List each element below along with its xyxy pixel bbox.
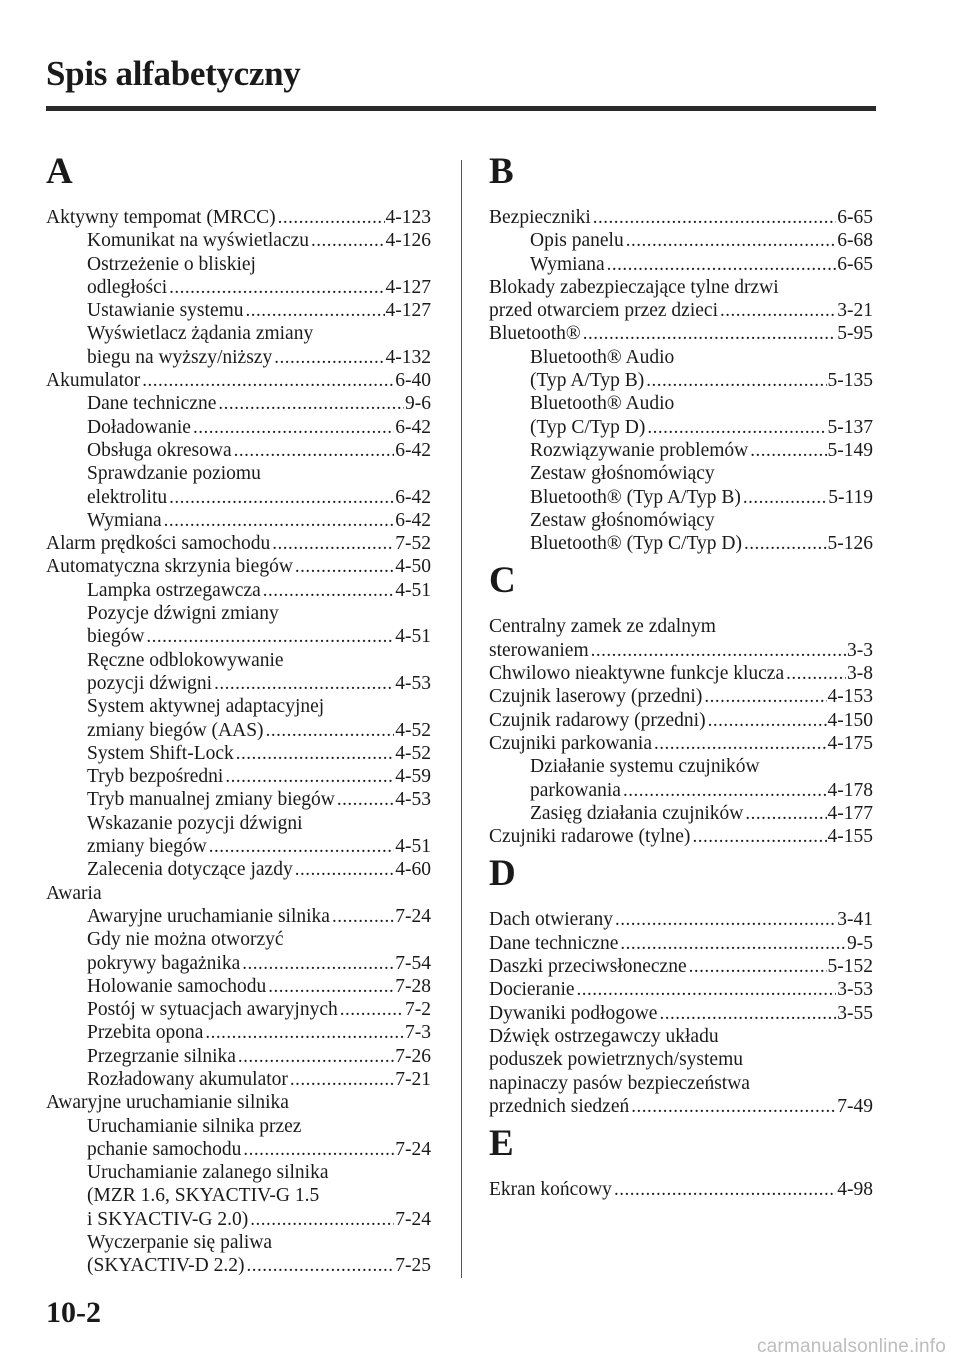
dot-leader <box>704 685 826 708</box>
entry-text: Zestaw głośnomówiący <box>530 463 715 485</box>
index-subentry <box>46 1068 431 1091</box>
index-subentry <box>46 858 431 881</box>
entry-text: Uruchamianie silnika przez <box>87 1115 302 1137</box>
dot-leader <box>250 1208 394 1231</box>
index-subentry <box>46 649 431 672</box>
entry-page: 4-51 <box>395 579 431 601</box>
index-subentry <box>46 625 431 648</box>
dot-leader <box>242 952 394 975</box>
index-subentry <box>489 486 873 509</box>
index-subentry <box>46 253 431 276</box>
index-subentry <box>46 1184 431 1207</box>
dot-leader <box>745 802 826 825</box>
dot-leader <box>236 742 394 765</box>
index-subentry <box>46 486 431 509</box>
entry-page: 4-127 <box>385 276 431 298</box>
entry-page: 7-49 <box>837 1095 873 1117</box>
dot-leader <box>238 1045 394 1068</box>
entry-page: 7-24 <box>395 1138 431 1160</box>
entry-text: Akumulator <box>46 370 141 392</box>
entry-text: Pozycje dźwigni zmiany <box>87 603 279 625</box>
entry-text: Komunikat na wyświetlaczu <box>87 230 310 252</box>
index-entry <box>489 1095 873 1118</box>
entry-page: 3-8 <box>847 663 873 685</box>
index-entry <box>489 978 873 1001</box>
index-subentry <box>489 802 873 825</box>
entry-text: Bluetooth® Audio <box>530 346 675 368</box>
dot-leader <box>708 709 827 732</box>
index-entry <box>489 206 873 229</box>
index-entry <box>489 299 873 322</box>
entry-page: 6-42 <box>395 486 431 508</box>
entry-page: 5-149 <box>827 439 873 461</box>
dot-leader <box>246 1254 394 1277</box>
entry-text: Bezpieczniki <box>489 207 591 228</box>
entry-page: 5-119 <box>828 486 873 508</box>
dot-leader <box>744 532 827 555</box>
entry-page: 3-53 <box>837 979 873 1001</box>
index-subentry <box>46 1138 431 1161</box>
dot-leader <box>615 908 836 931</box>
dot-leader <box>290 1068 394 1091</box>
entry-text: Chwilowo nieaktywne funkcje klucza <box>489 663 785 685</box>
index-entry <box>46 206 431 229</box>
dot-leader <box>263 579 394 602</box>
section-letter: B <box>489 151 514 192</box>
entry-page: 4-51 <box>395 836 431 858</box>
dot-leader <box>659 1002 836 1025</box>
entry-text: Ekran końcowy <box>489 1179 612 1201</box>
entry-page: 4-127 <box>385 300 431 322</box>
dot-leader <box>295 555 394 578</box>
entry-page: 4-126 <box>385 230 431 252</box>
entry-text: Czujnik laserowy (przedni) <box>489 686 703 708</box>
entry-text: biegów <box>87 626 145 648</box>
index-subentry <box>489 392 873 415</box>
index-entry <box>46 555 431 578</box>
index-subentry <box>46 788 431 811</box>
entry-page: 4-177 <box>827 802 873 824</box>
dot-leader <box>272 532 394 555</box>
entry-page: 7-28 <box>395 975 431 997</box>
index-entry <box>489 732 873 755</box>
index-subentry <box>46 812 431 835</box>
entry-text: Daszki przeciwsłoneczne <box>489 956 687 978</box>
entry-text: Rozładowany akumulator <box>87 1068 288 1090</box>
index-subentry <box>46 1021 431 1044</box>
entry-text: Wyświetlacz żądania zmiany <box>87 323 314 345</box>
entry-text: odległości <box>87 276 168 298</box>
entry-text: Czujniki parkowania <box>489 732 652 754</box>
entry-page: 6-65 <box>837 253 873 275</box>
entry-text: pchanie samochodu <box>87 1138 242 1160</box>
entry-text: Tryb bezpośredni <box>87 766 224 788</box>
entry-page: 6-68 <box>837 230 873 252</box>
entry-page: 4-175 <box>827 732 873 754</box>
dot-leader <box>142 369 394 392</box>
dot-leader <box>620 932 846 955</box>
index-subentry <box>46 1115 431 1138</box>
dot-leader <box>268 975 394 998</box>
dot-leader <box>246 299 385 322</box>
entry-page: 4-60 <box>395 859 431 881</box>
index-entry <box>46 532 431 555</box>
dot-leader <box>225 765 394 788</box>
entry-text: Postój w sytuacjach awaryjnych <box>87 999 338 1021</box>
entry-text: System aktywnej adaptacyjnej <box>87 696 325 718</box>
index-subentry <box>46 509 431 532</box>
index-entry <box>489 685 873 708</box>
index-entry <box>489 825 873 848</box>
entry-text: pozycji dźwigni <box>87 672 213 694</box>
dot-leader <box>164 509 395 532</box>
entry-page: 7-26 <box>395 1045 431 1067</box>
index-entry <box>489 955 873 978</box>
index-subentry <box>46 695 431 718</box>
index-subentry <box>46 299 431 322</box>
header-rule <box>46 106 876 111</box>
dot-leader <box>689 955 827 978</box>
index-subentry <box>489 253 873 276</box>
entry-text: sterowaniem <box>489 639 589 661</box>
entry-text: Dach otwierany <box>489 909 613 931</box>
index-subentry <box>46 742 431 765</box>
dot-leader <box>623 779 827 802</box>
dot-leader <box>647 416 826 439</box>
section-letter: A <box>46 151 73 192</box>
index-subentry <box>46 579 431 602</box>
index-subentry <box>489 755 873 778</box>
entry-text: Awaria <box>46 882 102 904</box>
index-subentry <box>46 1254 431 1277</box>
entry-text: Dźwięk ostrzegawczy układu <box>489 1025 719 1047</box>
entry-page: 4-59 <box>395 766 431 788</box>
dot-leader <box>720 299 836 322</box>
index-subentry <box>46 229 431 252</box>
entry-text: Aktywny tempomat (MRCC) <box>46 207 276 228</box>
dot-leader <box>311 229 384 252</box>
entry-text: poduszek powietrznych/systemu <box>489 1049 743 1071</box>
entry-text: parkowania <box>530 779 621 801</box>
index-entry <box>489 322 873 345</box>
entry-text: Bluetooth® (Typ A/Typ B) <box>530 486 741 508</box>
dot-leader <box>218 392 404 415</box>
index-entry <box>489 1025 873 1048</box>
entry-page: 5-137 <box>827 416 873 438</box>
entry-text: Wyczerpanie się paliwa <box>87 1232 273 1254</box>
entry-text: zmiany biegów (AAS) <box>87 719 264 741</box>
dot-leader <box>583 322 837 345</box>
dot-leader <box>577 978 837 1001</box>
entry-text: Opis panelu <box>530 230 624 252</box>
dot-leader <box>278 206 385 229</box>
entry-page: 6-42 <box>395 439 431 461</box>
index-subentry <box>46 975 431 998</box>
entry-page: 7-21 <box>395 1068 431 1090</box>
index-entry <box>46 882 431 905</box>
dot-leader <box>692 825 826 848</box>
entry-text: pokrywy bagażnika <box>87 952 241 974</box>
entry-page: 7-25 <box>395 1255 431 1277</box>
entry-text: elektrolitu <box>87 486 168 508</box>
index-subentry <box>46 602 431 625</box>
entry-page: 4-155 <box>827 826 873 848</box>
index-entry <box>489 1072 873 1095</box>
index-subentry <box>46 346 431 369</box>
entry-text: Dywaniki podłogowe <box>489 1002 658 1024</box>
index-subentry <box>46 1231 431 1254</box>
index-subentry <box>46 952 431 975</box>
entry-text: Docieranie <box>489 979 575 1001</box>
entry-text: Rozwiązywanie problemów <box>530 439 749 461</box>
index-entry <box>489 639 873 662</box>
dot-leader <box>266 719 395 742</box>
entry-text: Zestaw głośnomówiący <box>530 509 715 531</box>
dot-leader <box>332 905 394 928</box>
dot-leader <box>274 346 384 369</box>
entry-page: 3-21 <box>837 300 873 322</box>
dot-leader <box>786 662 846 685</box>
index-subentry <box>489 779 873 802</box>
entry-text: Awaryjne uruchamianie silnika <box>46 1092 289 1114</box>
index-subentry <box>489 509 873 532</box>
dot-leader <box>209 835 395 858</box>
index-subentry <box>489 462 873 485</box>
index-entry <box>46 369 431 392</box>
page-number: 10-2 <box>46 1296 101 1329</box>
entry-page: 4-52 <box>395 742 431 764</box>
entry-text: (SKYACTIV-D 2.2) <box>87 1255 245 1277</box>
entry-page: 7-3 <box>405 1022 431 1044</box>
entry-page: 5-135 <box>827 370 873 392</box>
entry-page: 7-2 <box>405 999 431 1021</box>
dot-leader <box>214 672 394 695</box>
dot-leader <box>205 1021 404 1044</box>
entry-text: biegu na wyższy/niższy <box>87 346 273 368</box>
entry-text: Zalecenia dotyczące jazdy <box>87 859 293 881</box>
entry-page: 4-178 <box>827 779 873 801</box>
entry-text: Bluetooth® <box>489 323 581 345</box>
entry-page: 4-132 <box>385 346 431 368</box>
index-subentry <box>46 322 431 345</box>
entry-text: Bluetooth® (Typ C/Typ D) <box>530 533 742 555</box>
entry-text: (Typ C/Typ D) <box>530 416 646 438</box>
entry-text: Lampka ostrzegawcza <box>87 579 261 601</box>
entry-text: Uruchamianie zalanego silnika <box>87 1162 329 1184</box>
entry-text: Dane techniczne <box>87 393 217 415</box>
watermark: carmanualsonline.info <box>756 1336 946 1357</box>
index-subentry <box>46 998 431 1021</box>
entry-page: 4-51 <box>395 626 431 648</box>
entry-page: 7-24 <box>395 1208 431 1230</box>
entry-text: Czujniki radarowe (tylne) <box>489 826 691 848</box>
index-subentry <box>489 229 873 252</box>
entry-page: 7-24 <box>395 905 431 927</box>
section-letter: D <box>489 853 516 895</box>
index-subentry <box>46 765 431 788</box>
entry-text: Ręczne odblokowywanie <box>87 649 284 671</box>
entry-page: 3-41 <box>837 909 873 931</box>
index-subentry <box>489 346 873 369</box>
entry-text: Dane techniczne <box>489 932 619 954</box>
entry-page: 9-6 <box>405 393 431 415</box>
index-subentry <box>46 835 431 858</box>
entry-text: Wskazanie pozycji dźwigni <box>87 812 303 834</box>
index-subentry <box>46 1161 431 1184</box>
dot-leader <box>337 788 394 811</box>
dot-leader <box>646 369 826 392</box>
index-entry <box>489 932 873 955</box>
dot-leader <box>750 439 826 462</box>
entry-text: Alarm prędkości samochodu <box>46 533 271 555</box>
entry-page: 4-53 <box>395 789 431 811</box>
dot-leader <box>169 276 384 299</box>
entry-text: Sprawdzanie poziomu <box>87 463 261 485</box>
entry-text: Ustawianie systemu <box>87 300 244 322</box>
index-subentry <box>46 462 431 485</box>
dot-leader <box>607 253 837 276</box>
index-entry <box>46 1091 431 1114</box>
entry-page: 6-40 <box>395 370 431 392</box>
index-entry <box>489 1002 873 1025</box>
entry-page: 4-123 <box>385 207 431 228</box>
index-subentry <box>46 1045 431 1068</box>
entry-page: 9-5 <box>847 932 873 954</box>
entry-text: Przegrzanie silnika <box>87 1045 236 1067</box>
dot-leader <box>295 858 395 881</box>
dot-leader <box>626 229 837 252</box>
dot-leader <box>146 625 394 648</box>
entry-text: i SKYACTIV-G 2.0) <box>87 1208 249 1230</box>
entry-page: 4-53 <box>395 672 431 694</box>
entry-page: 6-65 <box>837 207 873 228</box>
entry-text: System Shift-Lock <box>87 742 234 764</box>
index-column-right <box>489 150 873 1201</box>
entry-text: zmiany biegów <box>87 836 207 858</box>
entry-text: Doładowanie <box>87 416 191 438</box>
index-subentry <box>46 928 431 951</box>
entry-text: napinaczy pasów bezpieczeństwa <box>489 1072 750 1094</box>
entry-page: 3-55 <box>837 1002 873 1024</box>
index-entry <box>489 908 873 931</box>
entry-text: Tryb manualnej zmiany biegów <box>87 789 335 811</box>
entry-text: Centralny zamek ze zdalnym <box>489 616 716 638</box>
entry-text: Wymiana <box>87 509 162 531</box>
entry-text: przed otwarciem przez dzieci <box>489 300 718 322</box>
dot-leader <box>169 486 394 509</box>
entry-text: Holowanie samochodu <box>87 975 267 997</box>
entry-page: 6-42 <box>395 416 431 438</box>
dot-leader <box>591 639 846 662</box>
entry-page: 7-52 <box>395 533 431 555</box>
entry-text: Awaryjne uruchamianie silnika <box>87 905 330 927</box>
index-entry <box>489 276 873 299</box>
index-subentry <box>46 392 431 415</box>
index-subentry <box>46 905 431 928</box>
entry-page: 7-54 <box>395 952 431 974</box>
dot-leader <box>340 998 404 1021</box>
index-subentry <box>46 672 431 695</box>
entry-page: 5-126 <box>827 533 873 555</box>
dot-leader <box>614 1178 836 1201</box>
page-title: Spis alfabetyczny <box>46 54 301 93</box>
index-entry <box>489 1048 873 1071</box>
entry-text: Zasięg działania czujników <box>530 802 744 824</box>
entry-text: przednich siedzeń <box>489 1095 630 1117</box>
index-subentry <box>46 276 431 299</box>
index-subentry <box>46 1208 431 1231</box>
section-letter: E <box>489 1123 514 1165</box>
entry-text: Obsługa okresowa <box>87 439 232 461</box>
entry-page: 4-50 <box>395 556 431 578</box>
dot-leader <box>193 416 394 439</box>
entry-text: Blokady zabezpieczające tylne drzwi <box>489 276 779 298</box>
entry-page: 5-152 <box>827 956 873 978</box>
dot-leader <box>243 1138 394 1161</box>
dot-leader <box>234 439 395 462</box>
dot-leader <box>593 206 836 229</box>
entry-page: 5-95 <box>837 323 873 345</box>
index-entry <box>489 709 873 732</box>
index-entry <box>489 615 873 638</box>
index-subentry <box>489 532 873 555</box>
entry-text: Działanie systemu czujników <box>530 756 760 778</box>
dot-leader <box>743 486 827 509</box>
column-divider <box>461 160 462 1278</box>
dot-leader <box>631 1095 836 1118</box>
index-subentry <box>489 416 873 439</box>
entry-text: Automatyczna skrzynia biegów <box>46 556 293 578</box>
entry-page: 4-150 <box>827 709 873 731</box>
index-subentry <box>489 369 873 392</box>
entry-page: 6-42 <box>395 509 431 531</box>
index-subentry <box>46 416 431 439</box>
entry-text: (MZR 1.6, SKYACTIV-G 1.5 <box>87 1185 320 1207</box>
entry-page: 4-98 <box>837 1179 873 1201</box>
entry-text: Bluetooth® Audio <box>530 393 675 415</box>
entry-text: (Typ A/Typ B) <box>530 370 645 392</box>
entry-text: Wymiana <box>530 253 605 275</box>
index-column-left <box>46 150 431 1278</box>
index-subentry <box>46 439 431 462</box>
entry-text: Ostrzeżenie o bliskiej <box>87 253 256 275</box>
index-subentry <box>489 439 873 462</box>
dot-leader <box>654 732 827 755</box>
entry-page: 4-52 <box>395 719 431 741</box>
entry-page: 3-3 <box>847 639 873 661</box>
index-entry <box>489 1178 873 1201</box>
entry-text: Czujnik radarowy (przedni) <box>489 709 706 731</box>
index-subentry <box>46 719 431 742</box>
index-entry <box>489 662 873 685</box>
entry-text: Przebita opona <box>87 1022 204 1044</box>
entry-page: 4-153 <box>827 686 873 708</box>
section-letter: C <box>489 560 516 602</box>
entry-text: Gdy nie można otworzyć <box>87 929 284 951</box>
